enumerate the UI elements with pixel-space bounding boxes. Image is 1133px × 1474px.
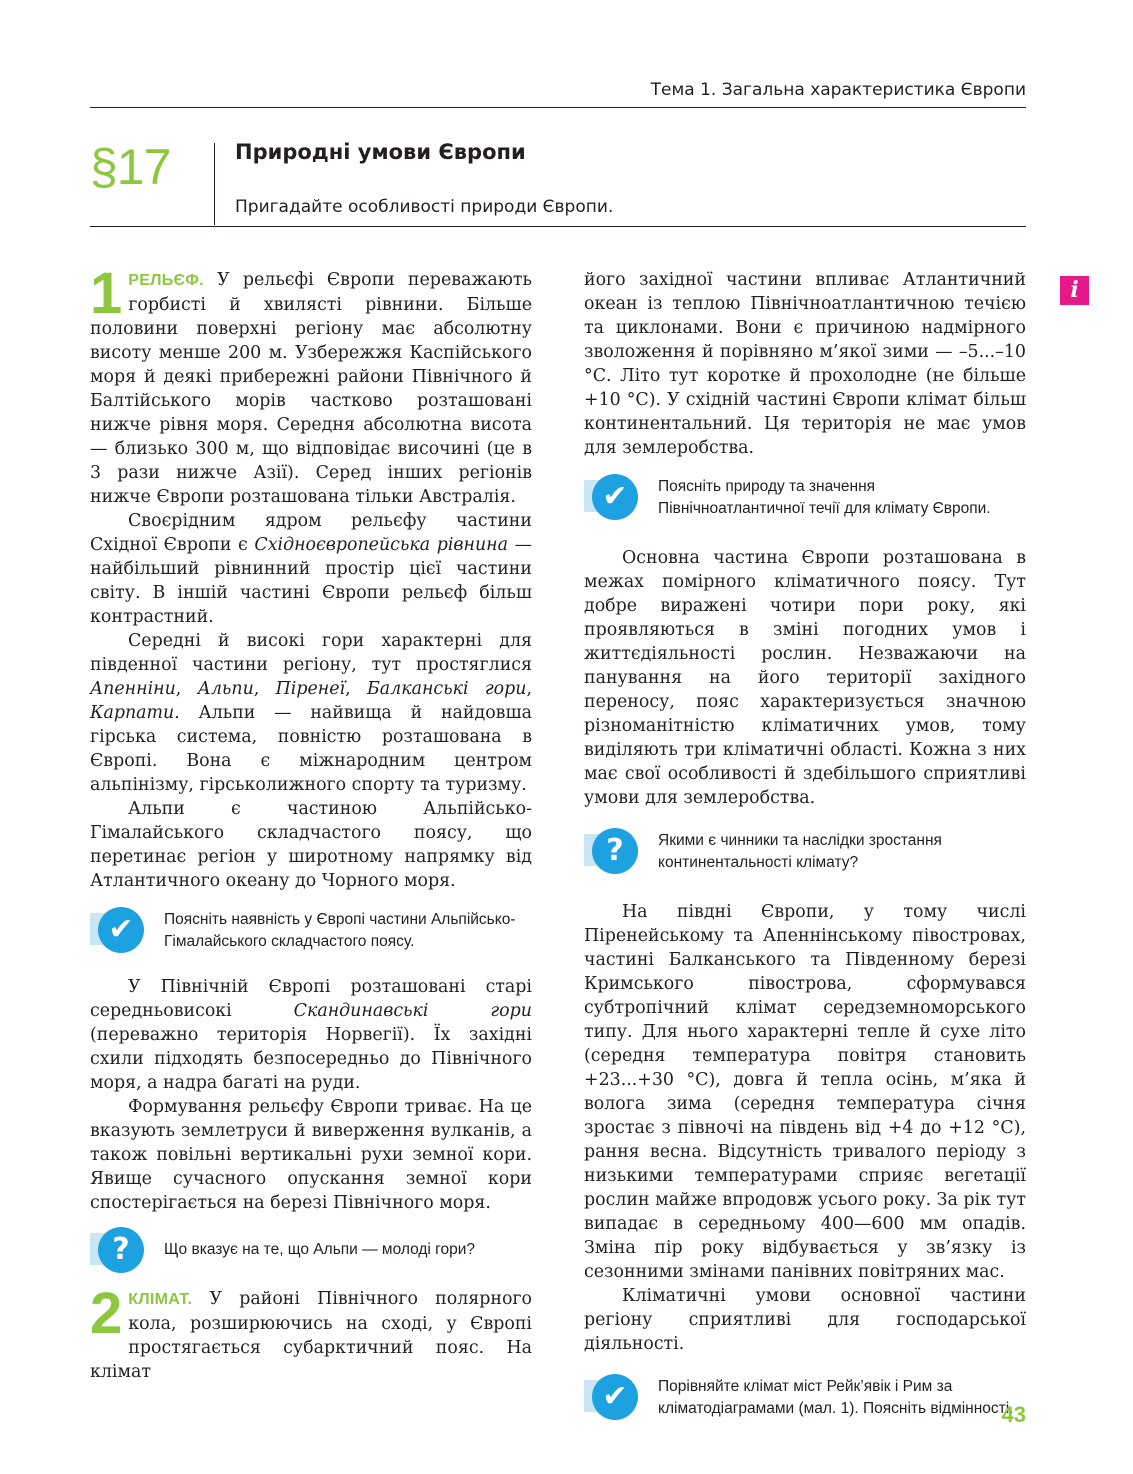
question-note-text: Якими є чинники та наслідки зростання континентальності клімату?	[658, 832, 942, 871]
lesson-subtitle: Пригадайте особливості природи Європи.	[235, 197, 614, 217]
climate-paragraph-1: У районі Північного полярного кола, розширюючись на сході, у Європі простягається субарктичний пояс. На клімат	[90, 1289, 532, 1382]
term-east-european-plain: Східноєвропейська рівнина	[254, 535, 509, 555]
task-note-1	[90, 907, 532, 953]
text-run: (переважно територія Норвегії). Їх західні схили підходять безпосередньо до Північного моря, а надра багаті на руди.	[90, 1025, 532, 1093]
section-climate-intro	[90, 1281, 532, 1384]
section-keyword-relief: РЕЛЬЄФ.	[128, 272, 204, 289]
text-run: ,	[345, 679, 367, 699]
info-icon[interactable]: i	[1060, 276, 1089, 305]
task-note-text: Поясніть наявність у Європі частини Альпійсько-Гімалайського складчастого поясу.	[164, 911, 516, 950]
text-run: ,	[253, 679, 276, 699]
term-apennines: Апенніни	[90, 679, 176, 699]
lesson-title: Природні умови Європи	[235, 140, 526, 164]
running-head: Тема 1. Загальна характеристика Європи	[650, 80, 1026, 100]
section-number-1: 1	[90, 261, 123, 326]
question-note-2	[584, 828, 1026, 874]
relief-paragraph-1: У рельєфі Європи переважають горбисті й хвилясті рівнини. Більше половини поверхні регіону має абсолютну висоту менше 200 м. Узбережжя Каспійського моря й деякі прибережні райони Північного й Балтійського морів частково розташовані нижче рівня моря. Середня абсолютна висота — близько 300 м, що відповідає височині (це в 3 рази нижче Азії). Серед інших регіонів нижче Європи розташована тільки Австралія.	[90, 270, 532, 507]
relief-paragraph-2	[90, 509, 532, 629]
term-pyrenees: Піренеї	[275, 679, 346, 699]
checkmark-icon: ✔	[584, 1374, 640, 1420]
text-run: . Альпи — найвища й найдовша гірська система, повністю розташована в Європі. Вона є міжнародним центром альпінізму, гірськолижного спорту та туризму.	[90, 703, 532, 795]
text-run: Середні й високі гори характерні для південної частини регіону, тут простяглися	[90, 631, 532, 675]
page-number: 43	[1001, 1402, 1026, 1427]
term-alps: Альпи	[197, 679, 254, 699]
relief-paragraph-6: Формування рельєфу Європи триває. На це вказують землетруси й виверження вулканів, а також повільні вертикальні рухи земної кори. Явище сучасного опускання земної кори спостерігається на березі Північного моря.	[90, 1097, 532, 1213]
title-rule	[90, 226, 1026, 227]
left-column	[90, 261, 532, 1384]
checkmark-icon: ✔	[90, 907, 146, 953]
question-note-1	[90, 1227, 532, 1273]
climate-paragraph-4: Кліматичні умови основної частини регіону сприятливі для господарської діяльності.	[584, 1286, 1026, 1354]
title-divider	[214, 143, 215, 225]
task-note-text: Порівняйте клімат міст Рейк’явік і Рим за кліматодіаграмами (мал. 1). Поясніть відмінності.	[658, 1378, 1014, 1417]
text-run: У Північній Європі розташовані старі середньовисокі	[90, 977, 532, 1021]
relief-paragraph-4: Альпи є частиною Альпійсько-Гімалайського складчастого поясу, що перетинає регіон у широтному напрямку від Атлантичного океану до Чорного моря.	[90, 799, 532, 891]
section-keyword-climate: КЛІМАТ.	[128, 1291, 193, 1308]
question-icon: ?	[90, 1227, 146, 1273]
question-icon: ?	[584, 828, 640, 874]
paragraph-number: §17	[90, 139, 171, 195]
right-column	[584, 268, 1026, 1420]
checkmark-icon: ✔	[584, 474, 640, 520]
section-number-2: 2	[90, 1281, 123, 1346]
text-run: Своєрідним ядром рельєфу частини Східної Європи є	[90, 511, 532, 555]
climate-paragraph-1-cont: його західної частини впливає Атлантичний океан із теплою Північноатлантичною течією та циклонами. Вони є причиною надмірного зволоження й порівняно м’якої зими — –5...–10 °С. Літо тут коротке й прохолодне (не більше +10 °С). У східній частині Європи клімат більш континентальний. Ця територія не має умов для землеробства.	[584, 270, 1026, 458]
section-relief-intro	[90, 261, 532, 509]
climate-paragraph-3: На півдні Європи, у тому числі Піренейському та Апеннінському півостровах, частині Балканського та Південному березі Кримського півострова, сформувався субтропічний клімат середземноморського типу. Для нього характерні тепле й сухе літо (середня температура повітря становить +23...+30 °С), довга й тепла осінь, м’яка й волога зима (середня температура січня зростає з півночі на південь від +4 до +12 °С), рання весна. Відсутність тривалого періоду з низькими температурами сприяє вегетації рослин майже впродовж усього року. За рік тут випадає в середньому 400—600 мм опадів. Зміна пір року відбувається у зв’язку із сезонними змінами панівних повітряних мас.	[584, 902, 1026, 1282]
header-rule	[90, 107, 1026, 108]
task-note-2	[584, 474, 1026, 520]
text-run: ,	[526, 679, 532, 699]
text-run: — найбільший рівнинний простір цієї частини світу. В іншій частині Європи рельєф більш контрастний.	[90, 535, 532, 627]
term-balkan-mountains: Балканські гори	[366, 679, 527, 699]
relief-paragraph-3	[90, 629, 532, 797]
question-note-text: Що вказує на те, що Альпи — молоді гори?	[164, 1241, 475, 1258]
climate-paragraph-2: Основна частина Європи розташована в межах помірного кліматичного поясу. Тут добре виражені чотири пори року, які проявляються в зміні погодних умов і життєдіяльності рослин. Незважаючи на панування на його території західного переносу, пояс характеризується значною різноманітністю кліматичних умов, тому виділяють три кліматичні області. Кожна з них має свої особливості й здебільшого сприятливі умови для землеробства.	[584, 548, 1026, 808]
text-run: ,	[175, 679, 198, 699]
task-note-3	[584, 1374, 1026, 1420]
relief-paragraph-5	[90, 975, 532, 1095]
term-scandinavian-mountains: Скандинавські гори	[293, 1001, 532, 1021]
task-note-text: Поясніть природу та значення Північноатлантичної течії для клімату Європи.	[658, 478, 991, 517]
term-carpathians: Карпати	[90, 703, 175, 723]
